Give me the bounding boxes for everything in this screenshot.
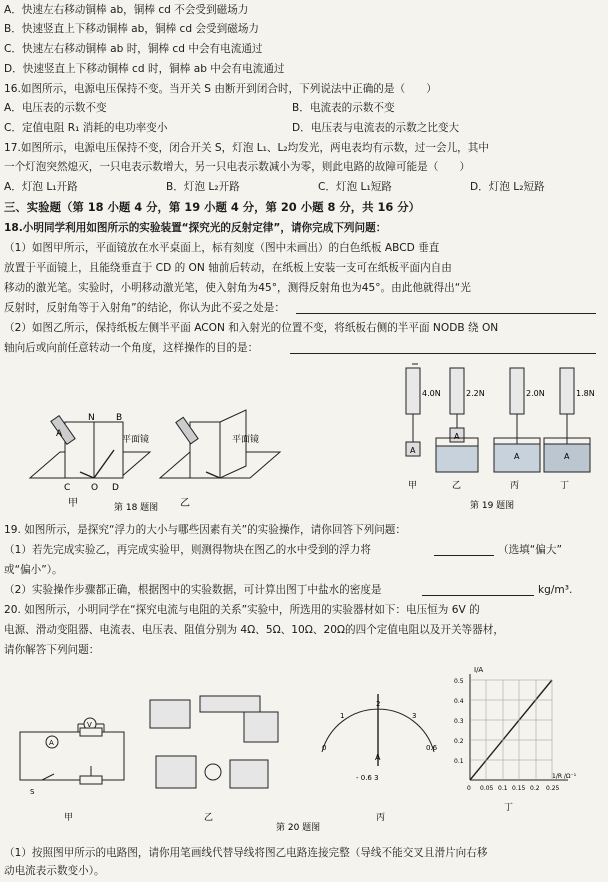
q19-answer-blank-1[interactable] (434, 555, 494, 556)
graph-xtick-01: 0.1 (498, 785, 508, 792)
q18-fig-label-jia: 甲 (68, 498, 78, 509)
q20-ammeter-symbol: A (49, 739, 54, 747)
q19-part1-line1: （1）若先完成实验乙，再完成实验甲，则测得物块在图乙的水中受到的浮力将 (4, 544, 371, 556)
q19-block-ding: A (564, 452, 570, 461)
q20-figure-caption: 第 20 题图 (276, 823, 321, 833)
graph-ytick-04: 0.4 (454, 698, 464, 705)
q19-label-bing: 丙 (510, 481, 520, 491)
q19-scale-jia (406, 364, 420, 456)
q18-mirror-label-1: 平面镜 (122, 435, 150, 445)
meter-tick-1: 1 (340, 712, 345, 720)
graph-xtick-015: 0.15 (512, 785, 526, 792)
q19-label-ding: 丁 (560, 481, 570, 491)
graph-ytick-05: 0.5 (454, 678, 464, 685)
q18-part1-line1: （1）如图甲所示，平面镜放在水平桌面上，标有刻度（图中未画出）的白色纸板 ABCD 垂直 (4, 242, 440, 254)
q18-fig-label-yi: 乙 (180, 498, 190, 509)
q16-option-b: B．电流表的示数不变 (292, 102, 395, 114)
q18-part2-line1: （2）如图乙所示，保持纸板左侧半平面 ACON 和入射光的位置不变，将纸板右侧的半平面 NODB 绕 ON (4, 322, 499, 334)
q19-part2: （2）实验操作步骤都正确，根据图中的实验数据，可计算出图丁中盐水的密度是 (4, 584, 382, 596)
q20-graph (470, 674, 568, 780)
q18-label-b: B (116, 413, 123, 423)
q17-option-a: A．灯泡 L₁开路 (4, 181, 78, 193)
graph-ytick-01: 0.1 (454, 758, 464, 765)
q17-option-c: C．灯泡 L₁短路 (318, 181, 392, 193)
q15-option-a: A．快速左右移动铜棒 ab，铜棒 cd 不会受到磁场力 (4, 4, 249, 16)
q19-reading-jia: 4.0N (422, 389, 441, 398)
q20-part1-line2: 动电流表示数变小）。 (4, 865, 105, 877)
q18-fig-jia (30, 416, 150, 478)
q20-part1-line1: （1）按照图甲所示的电路图，请你用笔画线代替导线将图乙电路连接完整（导线不能交叉且滑片向右移 (4, 847, 488, 859)
q19-figure (392, 360, 602, 520)
meter-tick-3: 3 (412, 712, 417, 720)
q19-block-jia: A (410, 446, 416, 455)
q17-option-d: D．灯泡 L₂短路 (470, 181, 545, 193)
q15-option-d: D．快速竖直上下移动铜棒 cd 时，铜棒 ab 中会有电流通过 (4, 63, 285, 75)
q19-block-yi: A (454, 432, 460, 441)
q19-stem: 19. 如图所示，是探究“浮力的大小与哪些因素有关”的实验操作，请你回答下列问题： (4, 524, 406, 536)
q19-reading-ding: 1.8N (576, 389, 595, 398)
graph-ytick-02: 0.2 (454, 738, 464, 745)
graph-xlabel: 1/R /Ω⁻¹ (552, 773, 577, 780)
q18-label-d: D (112, 483, 119, 493)
q20-voltmeter-symbol: V (87, 721, 92, 729)
q20-label-jia: 甲 (64, 813, 74, 823)
q19-answer-blank-2[interactable] (422, 595, 534, 596)
q19-label-yi: 乙 (452, 481, 462, 491)
q17-stem-line1: 17.如图所示，电源电压保持不变，闭合开关 S，灯泡 L₁、L₂均发光，两电表均有示数，过一会儿，其中 (4, 142, 489, 154)
graph-xtick-025: 0.25 (546, 785, 560, 792)
q19-reading-yi: 2.2N (466, 389, 485, 398)
q18-part2-line2: 轴向后或向前任意转动一个角度，这样操作的目的是： (4, 342, 259, 354)
q19-part2-unit: kg/m³. (538, 584, 573, 596)
meter-tick-2: 2 (376, 700, 381, 708)
q18-label-a: A (56, 429, 63, 439)
q17-option-b: B．灯泡 L₂开路 (166, 181, 240, 193)
q18-label-c: C (64, 483, 71, 493)
graph-xtick-0: 0 (467, 785, 471, 792)
meter-terminals: - 0.6 3 (356, 774, 379, 782)
q20-figure (0, 660, 608, 840)
q17-stem-line2: 一个灯泡突然熄灭，一只电表示数增大，另一只电表示数减小为零，则此电路的故障可能是（ ） (4, 161, 471, 173)
q20-apparatus (150, 696, 278, 788)
q20-stem-line2: 电源、滑动变阻器、电流表、电压表、阻值分别为 4Ω、5Ω、10Ω、20Ω的四个定值电阻以及开关等器材， (4, 624, 504, 636)
q19-figure-caption: 第 19 题图 (470, 501, 515, 511)
meter-tick-06: 0.6 (426, 744, 438, 752)
q18-figure (0, 360, 360, 520)
q20-label-yi: 乙 (204, 813, 214, 823)
q18-answer-blank-1[interactable] (296, 313, 596, 314)
q16-option-d: D．电压表与电流表的示数之比变大 (292, 122, 460, 134)
q18-part1-line3: 移动的激光笔。实验时，小明移动激光笔，使入射角为45°，测得反射角也为45°。由此他就得出“光 (4, 282, 471, 294)
q18-fig-yi (160, 410, 280, 478)
q20-stem-line3: 请你解答下列问题： (4, 644, 100, 656)
q18-label-n: N (88, 413, 95, 423)
q18-label-o: O (91, 483, 99, 493)
graph-xtick-02: 0.2 (530, 785, 540, 792)
q16-option-a: A．电压表的示数不变 (4, 102, 107, 114)
q18-figure-caption: 第 18 题图 (114, 503, 159, 513)
q19-block-bing: A (514, 452, 520, 461)
q16-stem: 16.如图所示，电源电压保持不变。当开关 S 由断开到闭合时，下列说法中正确的是（ ） (4, 83, 437, 95)
q19-part1-line2: 或“偏小”）。 (4, 564, 63, 576)
q18-part1-line4: 反射时，反射角等于入射角”的结论，你认为此不妥之处是： (4, 302, 285, 314)
q16-option-c: C．定值电阻 R₁ 消耗的电功率变小 (4, 122, 168, 134)
section-heading: 三、实验题（第 18 小题 4 分，第 19 小题 4 分，第 20 小题 8 分，共 16 分） (4, 200, 421, 214)
q19-label-jia: 甲 (408, 481, 418, 491)
graph-ylabel: I/A (474, 666, 484, 674)
q20-stem-line1: 20. 如图所示，小明同学在“探究电流与电阻的关系”实验中，所选用的实验器材如下：电压恒为 6V 的 (4, 604, 480, 616)
meter-tick-0: 0 (322, 744, 327, 752)
q20-label-bing: 丙 (376, 813, 386, 823)
q15-option-c: C．快速左右移动铜棒 ab 时，铜棒 cd 中会有电流通过 (4, 43, 263, 55)
q18-mirror-label-2: 平面镜 (232, 435, 260, 445)
q19-reading-bing: 2.0N (526, 389, 545, 398)
q18-stem: 18.小明同学利用如图所示的实验装置“探究光的反射定律”，请你完成下列问题： (4, 222, 387, 234)
q19-scale-yi (436, 368, 478, 472)
q20-circuit-diagram (20, 718, 124, 784)
graph-ytick-03: 0.3 (454, 718, 464, 725)
q20-switch-label: S (30, 788, 35, 796)
q18-part1-line2: 放置于平面镜上，且能绕垂直于 CD 的 ON 轴前后转动，在纸板上安装一支可在纸板平面内自由 (4, 262, 452, 274)
q15-option-b: B．快速竖直上下移动铜棒 ab，铜棒 cd 会受到磁场力 (4, 23, 260, 35)
meter-unit: A (375, 753, 381, 762)
graph-xtick-005: 0.05 (480, 785, 494, 792)
q19-part1-line1-end: （选填“偏大” (498, 544, 562, 556)
q20-label-ding: 丁 (504, 803, 514, 813)
q18-answer-blank-2[interactable] (290, 353, 596, 354)
